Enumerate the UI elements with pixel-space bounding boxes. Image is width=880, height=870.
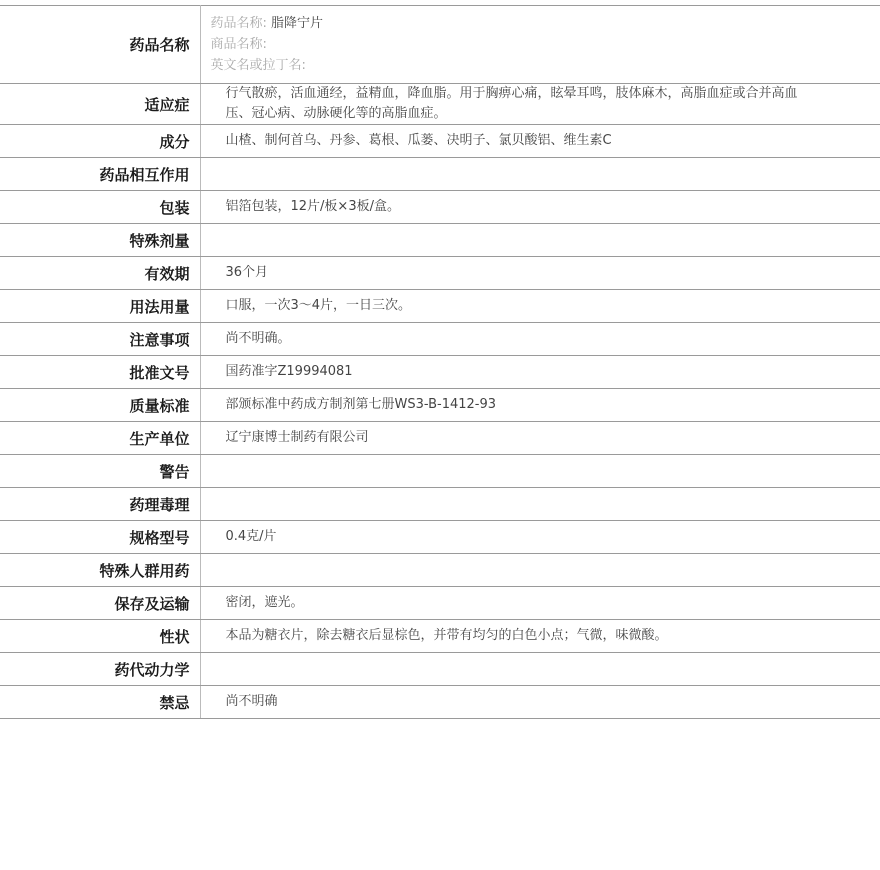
row-value: 密闭，遮光。 (200, 587, 880, 620)
row-label: 注意事项 (0, 323, 200, 356)
row-label: 药品名称 (0, 6, 200, 84)
row-value: 行气散瘀，活血通经，益精血，降血脂。用于胸痹心痛，眩晕耳鸣，肢体麻木，高脂血症或合并高血压、冠心病、动脉硬化等的高脂血症。 (200, 84, 880, 125)
row-value (200, 158, 880, 191)
row-value: 本品为糖衣片，除去糖衣后显棕色，并带有均匀的白色小点；气微，味微酸。 (200, 620, 880, 653)
table-row-interactions (0, 158, 880, 191)
table-row-pharmacokinetics (0, 653, 880, 686)
generic-name-value: 脂降宁片 (271, 16, 324, 31)
row-value: 国药准字Z19994081 (200, 356, 880, 389)
drug-name-cell (200, 6, 880, 84)
table-row-special-populations (0, 554, 880, 587)
row-value: 部颁标准中药成方制剂第七册WS3-B-1412-93 (200, 389, 880, 422)
table-row-special-dosage (0, 224, 880, 257)
row-value (200, 455, 880, 488)
row-label: 有效期 (0, 257, 200, 290)
table-row-shelf-life (0, 257, 880, 290)
generic-name-line (211, 13, 801, 34)
table-row-manufacturer (0, 422, 880, 455)
row-value: 0.4克/片 (200, 521, 880, 554)
row-value (200, 488, 880, 521)
table-row-dosage (0, 290, 880, 323)
trade-name-key: 商品名称: (210, 37, 267, 52)
row-label: 特殊人群用药 (0, 554, 200, 587)
table-row-quality-standard (0, 389, 880, 422)
row-label: 药理毒理 (0, 488, 200, 521)
english-name-key: 英文名或拉丁名: (210, 58, 306, 73)
row-value: 铝箔包装，12片/板×3板/盒。 (200, 191, 880, 224)
table-row-packaging (0, 191, 880, 224)
row-value: 山楂、制何首乌、丹参、葛根、瓜蒌、决明子、氯贝酸铝、维生素C (200, 125, 880, 158)
table-row-approval-number (0, 356, 880, 389)
drug-info-table (0, 5, 880, 719)
row-label: 保存及运输 (0, 587, 200, 620)
table-row-ingredients (0, 125, 880, 158)
row-value: 尚不明确。 (200, 323, 880, 356)
row-value: 辽宁康博士制药有限公司 (200, 422, 880, 455)
table-row-contraindications (0, 686, 880, 719)
row-label: 质量标准 (0, 389, 200, 422)
table-row-description (0, 620, 880, 653)
row-label: 包装 (0, 191, 200, 224)
generic-name-key: 药品名称: (210, 16, 267, 31)
row-label: 特殊剂量 (0, 224, 200, 257)
table-row-indications (0, 84, 880, 125)
table-row-pharmacology (0, 488, 880, 521)
row-value (200, 224, 880, 257)
table-row-precautions (0, 323, 880, 356)
row-label: 适应症 (0, 84, 200, 125)
row-label: 药代动力学 (0, 653, 200, 686)
trade-name-line (211, 34, 801, 55)
table-row-warning (0, 455, 880, 488)
row-label: 药品相互作用 (0, 158, 200, 191)
table-row-specification (0, 521, 880, 554)
table-row-drug-name (0, 6, 880, 84)
row-value: 尚不明确 (200, 686, 880, 719)
row-label: 规格型号 (0, 521, 200, 554)
row-value: 36个月 (200, 257, 880, 290)
row-value (200, 554, 880, 587)
table-row-storage (0, 587, 880, 620)
row-label: 批准文号 (0, 356, 200, 389)
row-label: 警告 (0, 455, 200, 488)
english-name-line (211, 55, 801, 76)
row-value (200, 653, 880, 686)
row-label: 性状 (0, 620, 200, 653)
row-label: 生产单位 (0, 422, 200, 455)
row-label: 禁忌 (0, 686, 200, 719)
row-label: 用法用量 (0, 290, 200, 323)
row-value: 口服，一次3～4片，一日三次。 (200, 290, 880, 323)
row-label: 成分 (0, 125, 200, 158)
